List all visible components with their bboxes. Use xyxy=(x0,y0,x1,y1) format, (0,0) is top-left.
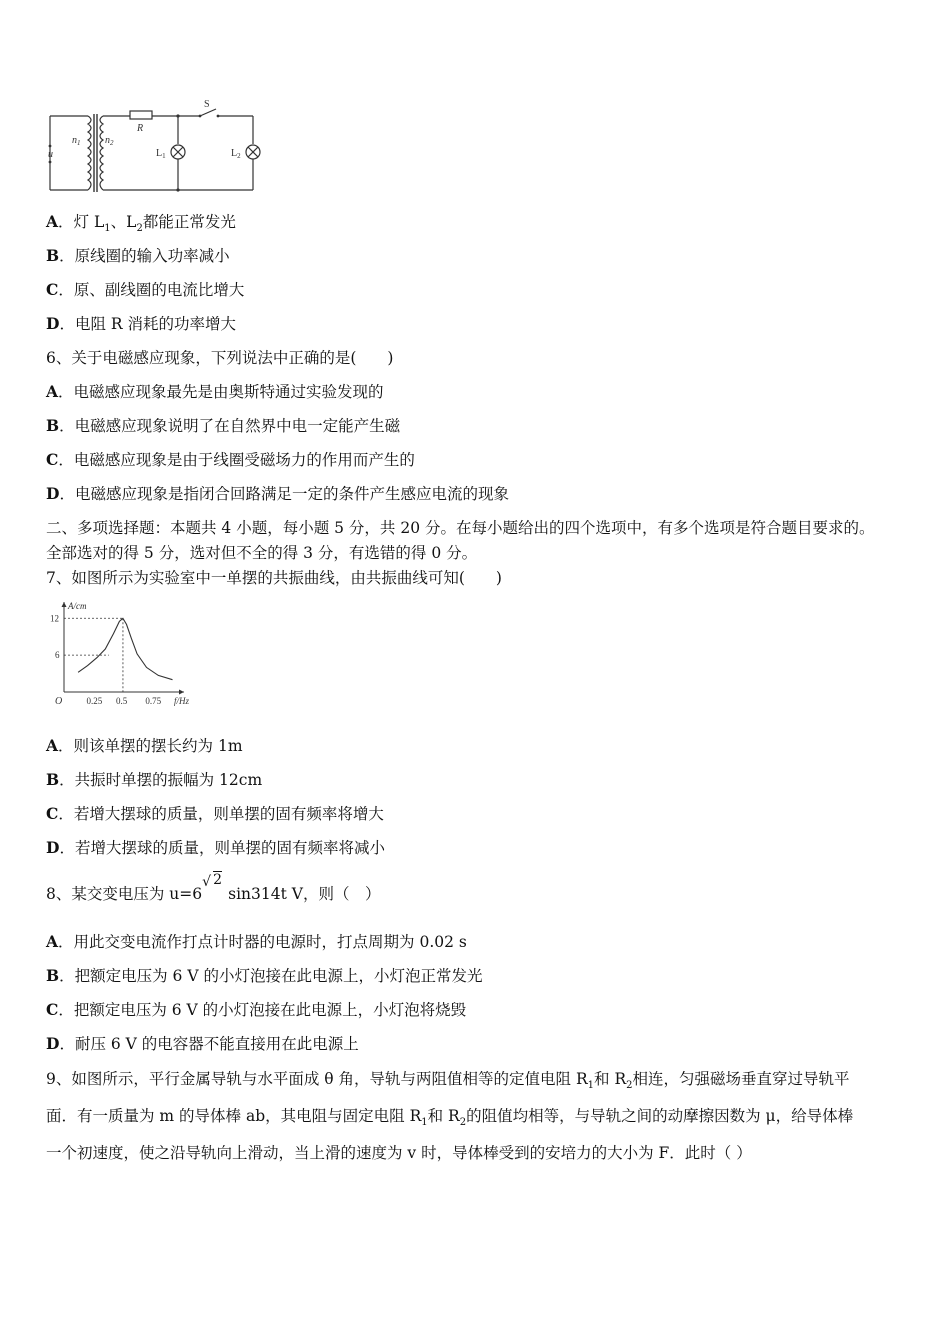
resonance-curve-chart xyxy=(40,598,200,710)
q6-stem: 6、关于电磁感应现象，下列说法中正确的是( ) xyxy=(46,349,394,367)
q8-option-b: B．把额定电压为 6 V 的小灯泡接在此电源上，小灯泡正常发光 xyxy=(46,966,483,985)
origin-label: O xyxy=(55,696,63,707)
transformer-circuit-figure xyxy=(40,96,270,196)
q7-stem: 7、如图所示为实验室中一单摆的共振曲线，由共振曲线可知( ) xyxy=(46,569,502,587)
y-tick-label: 12 xyxy=(50,613,59,624)
y-tick-label: 6 xyxy=(55,650,60,661)
y-axis-label: A/cm xyxy=(68,601,87,611)
q5-option-a: A．灯 $L_1$、$L_2$都能正常发光 xyxy=(46,212,236,235)
q6-option-a: A．电磁感应现象最先是由奥斯特通过实验发现的 xyxy=(46,382,384,401)
q5-option-c: C．原、副线圈的电流比增大 xyxy=(46,280,245,299)
resonance-curve-line xyxy=(78,618,172,679)
x-tick-label: 0.5 xyxy=(115,696,128,706)
label-L2: $L_2$ xyxy=(231,148,241,160)
section2-heading-line1: 二、多项选择题：本题共 4 小题，每小题 5 分，共 20 分。在每小题给出的四个选项中，有多个选项是符合题目要求的。 xyxy=(46,519,875,537)
x-axis-label: f/Hz xyxy=(174,696,190,706)
q9-stem-line2: 面．有一质量为 m 的导体棒 ab，其电阻与固定电阻 $R_1$和 $R_2$的阻值均相等，与导轨之间的动摩擦因数为 μ，给导体棒 xyxy=(46,1107,854,1129)
q5-option-b: B．原线圈的输入功率减小 xyxy=(46,246,230,265)
label-u: u xyxy=(48,149,53,160)
q8-option-d: D．耐压 6 V 的电容器不能直接用在此电源上 xyxy=(46,1034,359,1053)
y-axis-arrow xyxy=(62,602,67,607)
label-n2: $n_2$ xyxy=(105,135,114,147)
x-tick-label: 0.75 xyxy=(145,696,162,706)
q8-option-a: A．用此交变电流作打点计时器的电源时，打点周期为 0.02 s xyxy=(46,932,467,951)
q6-option-c: C．电磁感应现象是由于线圈受磁场力的作用而产生的 xyxy=(46,450,415,469)
q9-stem-line3: 一个初速度，使之沿导轨向上滑动，当上滑的速度为 v 时，导体棒受到的安培力的大小为 F．此时（ ） xyxy=(46,1144,752,1162)
q6-option-b: B．电磁感应现象说明了在自然界中电一定能产生磁 xyxy=(46,416,401,435)
section2-heading-line2: 全部选对的得 5 分，选对但不全的得 3 分，有选错的得 0 分。 xyxy=(46,544,478,562)
label-R: R xyxy=(137,123,144,134)
label-L1: $L_1$ xyxy=(156,148,166,160)
q7-option-c: C．若增大摆球的质量，则单摆的固有频率将增大 xyxy=(46,804,384,823)
label-S: S xyxy=(204,99,210,110)
q7-option-b: B．共振时单摆的振幅为 12cm xyxy=(46,770,263,789)
q7-option-d: D．若增大摆球的质量，则单摆的固有频率将减小 xyxy=(46,838,385,857)
q8-option-c: C．把额定电压为 6 V 的小灯泡接在此电源上，小灯泡将烧毁 xyxy=(46,1000,467,1019)
label-n1: $n_1$ xyxy=(72,135,81,147)
q5-option-d: D．电阻 R 消耗的功率增大 xyxy=(46,314,236,333)
q9-stem-line1: 9、如图所示，平行金属导轨与水平面成 θ 角，导轨与两阻值相等的定值电阻 $R_1$和 $R_2$相连，匀强磁场垂直穿过导轨平 xyxy=(46,1070,850,1092)
q6-option-d: D．电磁感应现象是指闭合回路满足一定的条件产生感应电流的现象 xyxy=(46,484,509,503)
sqrt-symbol: √ xyxy=(202,874,212,890)
sqrt-argument: 2 xyxy=(213,872,223,888)
q7-option-a: A．则该单摆的摆长约为 1m xyxy=(46,736,243,755)
q8-stem: 8、某交变电压为 u=6 √ 2 sin314t V，则（ ） xyxy=(46,872,381,903)
x-axis-arrow xyxy=(179,690,184,695)
x-tick-label: 0.25 xyxy=(86,696,103,706)
